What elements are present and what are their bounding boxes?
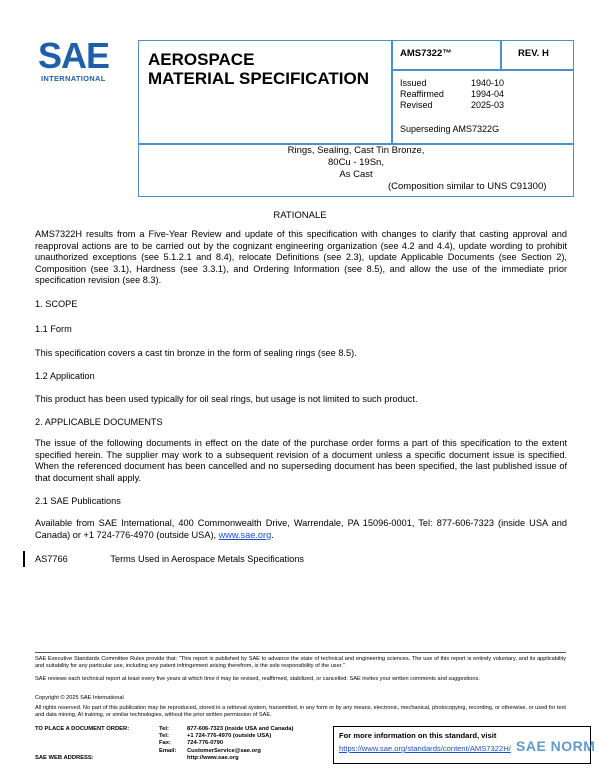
email-value: CustomerService@sae.org <box>187 747 261 754</box>
reference-document-row <box>35 554 304 564</box>
rationale-paragraph: AMS7322H results from a Five-Year Review and update of this specification with changes to clarify that casting approval and reapproval actions are to be carried out by the cognizant engineering organization (see 4.2 and 4.4), update wording to prohibit unauthorized exceptions (see 5.1.2.1 and 8.4), relocate Definitions (see 2.3), update Applicable Documents (see Section 2), Composition (see 3.1), Hardness (see 3.3.1), and Ordering Information (see 8.5), and allow the use of the immediate prior specification revision (see 8.3). <box>35 229 567 285</box>
revision-change-bar <box>23 551 25 567</box>
fax-label: Fax: <box>159 740 171 747</box>
date-label: Reaffirmed <box>400 89 444 99</box>
document-type-title <box>148 50 388 88</box>
fax-value: 724-776-0790 <box>187 740 224 747</box>
date-value: 2025-03 <box>471 100 505 110</box>
standard-page-link[interactable]: https://www.sae.org/standards/content/AMS7322H/ <box>339 744 511 753</box>
date-label: Revised <box>400 100 433 110</box>
web-label: SAE WEB ADDRESS: <box>35 754 94 761</box>
reference-code: AS7766 <box>35 554 68 564</box>
date-row-revised <box>400 100 504 111</box>
document-subject <box>138 145 574 181</box>
logo-text: SAE <box>38 35 110 76</box>
reference-title: Terms Used in Aerospace Metals Specifications <box>110 554 304 564</box>
sentence-end: . <box>271 529 274 540</box>
title-line-2: MATERIAL SPECIFICATION <box>148 69 369 88</box>
web-value: http://www.sae.org <box>187 754 239 761</box>
revision-label: REV. H <box>518 48 549 59</box>
order-contact-block <box>35 726 347 762</box>
order-label: TO PLACE A DOCUMENT ORDER: <box>35 726 130 732</box>
sae-publications-text: Available from SAE International, 400 Commonwealth Drive, Warrendale, PA 15096-0001, Tel: 877-606-7323 (inside USA and Canada) or +1 724-776-4970 (outside USA), <box>35 518 567 540</box>
superseding-note: Superseding AMS7322G <box>400 124 500 134</box>
rationale-heading: RATIONALE <box>273 210 327 221</box>
section-heading-sae-publications: 2.1 SAE Publications <box>35 496 121 506</box>
tel-label: Tel: <box>159 726 169 732</box>
date-row-issued <box>400 78 504 89</box>
watermark-logo: SAE NORM <box>516 738 596 754</box>
email-label: Email: <box>159 747 177 754</box>
applicable-documents-paragraph: The issue of the following documents in effect on the date of the purchase order forms a part of this specification to the extent specified herein. The supplier may work to a subsequent revision of a document unless a specific document issue is specified. When the referenced document has been cancelled and no superseding document has been specified, the last published issue of that document shall apply. <box>35 438 567 483</box>
sae-publications-paragraph <box>35 518 567 541</box>
footer-rights-notice: All rights reserved. No part of this publication may be reproduced, stored in a retrieval system, transmitted, in any form or by any means, electronic, mechanical, photocopying, recording, or otherwise, or used for text and data mining, AI training, or similar technologies, without the prior written permission of SAE. <box>35 705 566 718</box>
section-heading-applicable-documents: 2. APPLICABLE DOCUMENTS <box>35 417 163 427</box>
date-value: 1994-04 <box>471 89 505 99</box>
footer-divider <box>35 652 566 653</box>
header-divider <box>500 40 502 69</box>
tel2-value: +1 724-776-4970 (outside USA) <box>187 733 272 740</box>
logo-subtitle: INTERNATIONAL <box>41 74 106 83</box>
subject-line-2: 80Cu - 19Sn, <box>328 157 384 168</box>
form-paragraph: This specification covers a cast tin bronze in the form of sealing rings (see 8.5). <box>35 348 357 358</box>
tel2-label: Tel: <box>159 733 169 740</box>
application-paragraph: This product has been used typically for oil seal rings, but usage is not limited to such product. <box>35 394 418 404</box>
subject-line-1: Rings, Sealing, Cast Tin Bronze, <box>287 145 425 156</box>
footer-copyright: Copyright © 2025 SAE International <box>35 695 124 701</box>
title-line-1: AEROSPACE <box>148 50 255 69</box>
footer-committee-rules: SAE Executive Standards Committee Rules provide that: “This report is published by SAE to advance the state of technical and engineering sciences. The use of this report is entirely voluntary, and its applicability and suitability for any particular use, including any patent infringement arising therefrom, is the sole responsibility of the user.” <box>35 656 566 669</box>
sae-website-link[interactable]: www.sae.org <box>218 529 272 540</box>
section-heading-application: 1.2 Application <box>35 371 95 381</box>
header-divider <box>391 40 393 143</box>
section-heading-form: 1.1 Form <box>35 324 72 334</box>
tel-value: 877-606-7323 (inside USA and Canada) <box>187 726 294 732</box>
header-divider <box>391 69 574 71</box>
sae-logo <box>38 35 122 86</box>
more-info-title: For more information on this standard, visit <box>339 731 497 740</box>
date-row-reaffirmed <box>400 89 504 100</box>
document-number: AMS7322™ <box>400 48 452 59</box>
subject-line-3: As Cast <box>339 169 373 180</box>
composition-note: (Composition similar to UNS C91300) <box>388 181 547 192</box>
section-heading-scope: 1. SCOPE <box>35 299 78 309</box>
footer-review-note: SAE reviews each technical report at least every five years at which time it may be revised, reaffirmed, stabilized, or cancelled. SAE invites your written comments and suggestions. <box>35 676 480 682</box>
date-history <box>400 78 504 111</box>
date-label: Issued <box>400 78 427 88</box>
date-value: 1940-10 <box>471 78 505 88</box>
